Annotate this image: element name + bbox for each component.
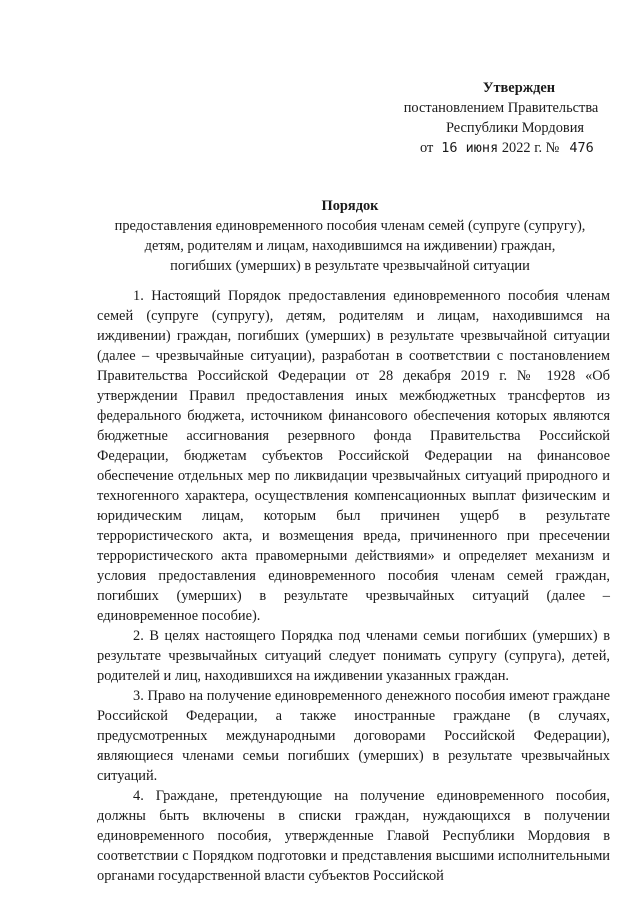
- approval-line-1: постановлением Правительства: [403, 100, 599, 116]
- paragraph-4: 4. Граждане, претендующие на получение единовременного пособия, должны быть включены в списки граждан, нуждающихся в получении единовременного пособия, утвержденные Главой Республики Мордовия в соответствии с Порядком подготовки и представления высшими исполнительными органами государственной власти субъектов Российской: [97, 788, 610, 884]
- approval-stamp: [376, 78, 626, 158]
- title-line-2: детям, родителям и лицам, находившимся на иждивении) граждан,: [144, 238, 556, 254]
- handwritten-number: 476: [569, 140, 594, 156]
- year-text: 2022 г. №: [501, 140, 560, 156]
- approval-line-2: Республики Мордовия: [445, 120, 585, 136]
- paragraph-2: 2. В целях настоящего Порядка под членами семьи погибших (умерших) в результате чрезвычайных ситуаций следует понимать супругу (супруга), детей, родителей и лиц, находившихся на иждивении указанных граждан.: [97, 628, 610, 684]
- paragraph-1: 1. Настоящий Порядок предоставления единовременного пособия членам семей (супруге (супругу), детям, родителям и лицам, находившимся на иждивении) граждан, погибших (умерших) в результате чрезвычайной ситуации (далее – чрезвычайные ситуации), разработан в соответствии с постановлением Правительства Российской Федерации от 28 декабря 2019 г. № 1928 «Об утверждении Правил предоставления иных межбюджетных трансфертов из федерального бюджета, источником финансового обеспечения которых являются бюджетные ассигнования резервного фонда Правительства Российской Федерации, бюджетам субъектов Российской Федерации на финансовое обеспечение отдельных мер по ликвидации чрезвычайных ситуаций природного и техногенного характера, осуществления компенсационных выплат физическим и юридическим лицам, которым был причинен ущерб в результате террористического акта, и возмещения вреда, причиненного при пресечении террористического акта правомерными действиями» и определяет механизм и условия предоставления единовременного пособия членам семей граждан, погибших (умерших) в результате чрезвычайных ситуаций (далее – единовременное пособие).: [97, 288, 610, 624]
- handwritten-date: 16 июня: [441, 140, 499, 156]
- paragraph-3: 3. Право на получение единовременного денежного пособия имеют граждане Российской Федерации, а также иностранные граждане (в случаях, предусмотренных международными договорами Российской Федерации), являющиеся членами семьи погибших (умерших) в результате чрезвычайных ситуаций.: [97, 688, 610, 784]
- document-body: [97, 286, 610, 886]
- title-line-1: предоставления единовременного пособия членам семей (супруге (супругу),: [114, 218, 586, 234]
- document-title: Порядок: [321, 198, 379, 214]
- approval-title: Утвержден: [482, 80, 556, 96]
- date-prefix: от: [420, 140, 434, 156]
- approval-date-line: [376, 138, 626, 158]
- document-title-block: [90, 196, 610, 276]
- title-line-3: погибших (умерших) в результате чрезвычайной ситуации: [170, 258, 530, 274]
